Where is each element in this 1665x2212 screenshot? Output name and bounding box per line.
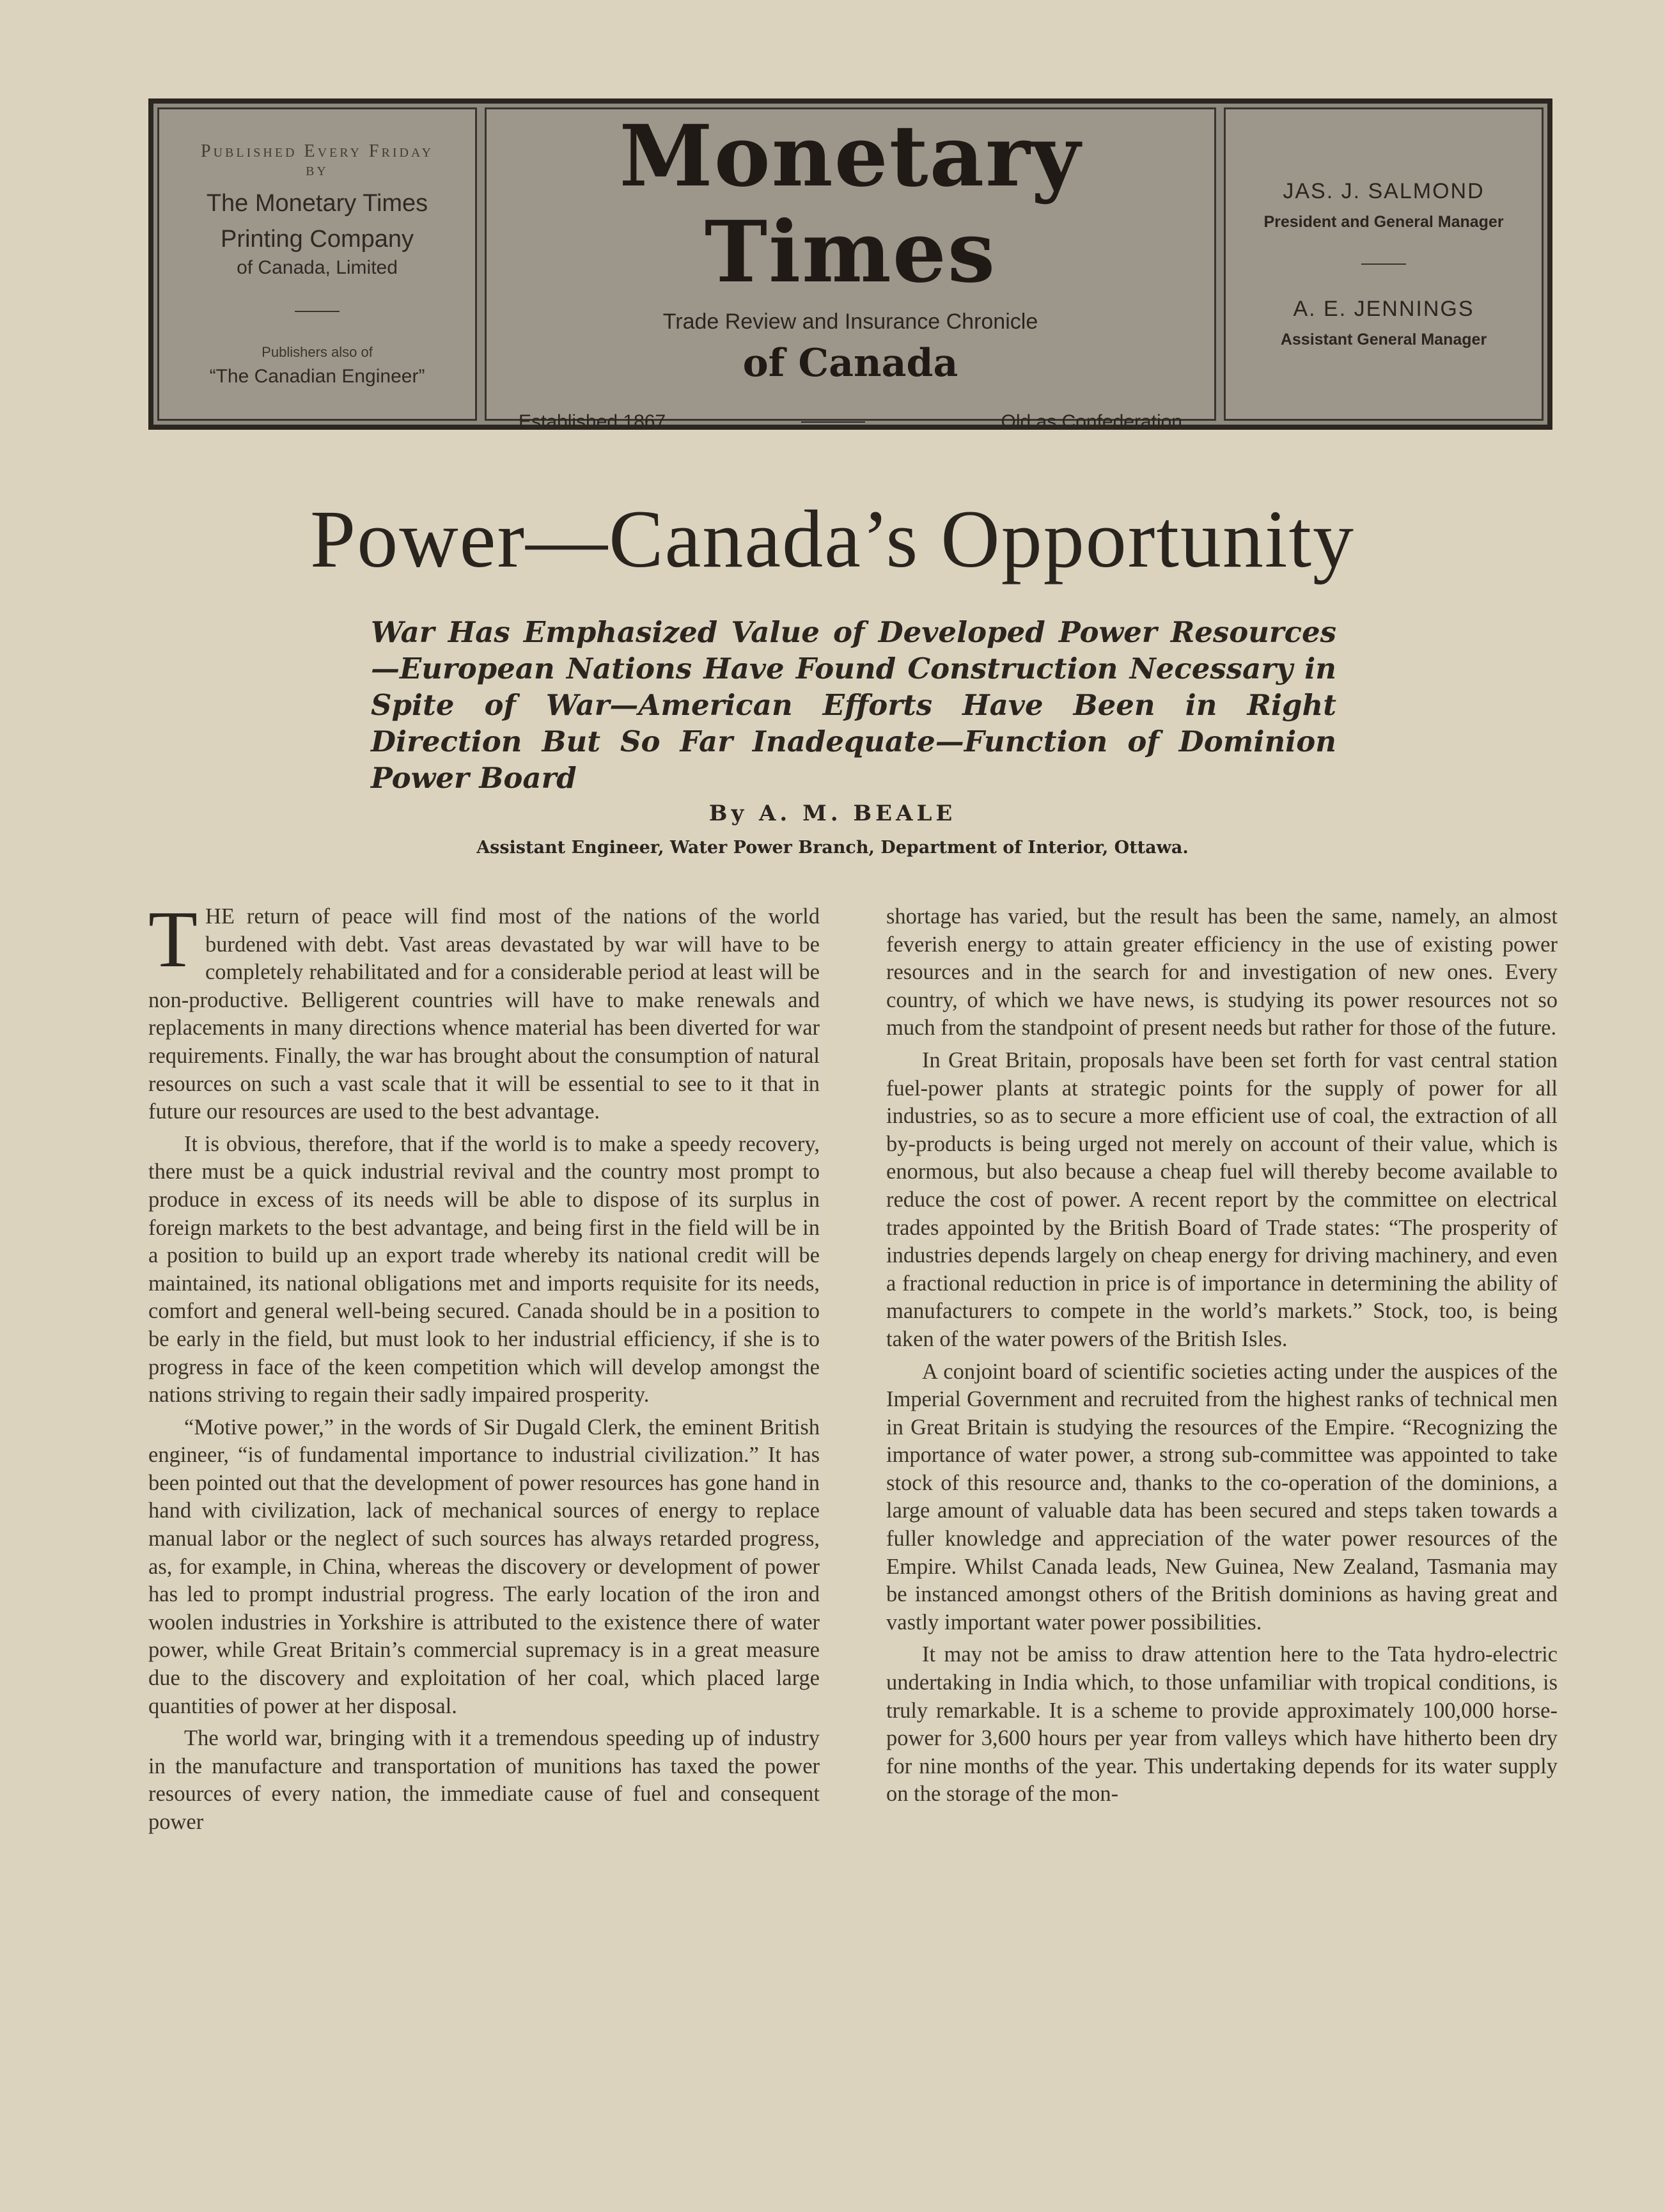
paragraph: The world war, bringing with it a tremendous speeding up of industry in the manufacture and transportation of munitions has taxed the power resources of every nation, the immediate cause of fuel and consequent power [148, 1726, 820, 1834]
paragraph: THE return of peace will find most of the nations of the world burdened with debt. Vast areas devastated by war will have to be completely rehabilitated and for a considerable period at least will be non-productive. Belligerent countries will have to make renewals and replacements in many directions whence material has been diverted for war requirements. Finally, the war has brought about the consumption of natural resources on such a vast scale that it will be essential to see to it that in future our resources are used to the best advantage. [148, 895, 820, 1124]
masthead-officers-panel [1224, 107, 1544, 421]
officer-title-president: President and General Manager [1263, 213, 1504, 231]
publisher-name-line2: Printing Company [220, 225, 414, 253]
paragraph: It may not be amiss to draw attention here to the Tata hydro-electric undertaking in India which, to those unfamiliar with tropical conditions, is truly remarkable. It is a scheme to provide approximately 100,000 horse-power for 3,600 hours per year from valleys which have hitherto been dry for nine months of the year. This undertaking depends for its water supply on the storage of the mon- [886, 1642, 1558, 1807]
left-column [148, 895, 820, 1841]
publisher-name-line1: The Monetary Times [206, 189, 428, 217]
paragraph: shortage has varied, but the result has been the same, namely, an almost feverish energy to attain greater efficiency in the use of existing power resources and in the search for and investigation of new ones. Every country, of which we have news, is studying its power resources not so much from the standpoint of present needs but rather for those of the future. [886, 904, 1558, 1040]
officer-name-assistant: A. E. JENNINGS [1293, 297, 1474, 321]
by-label: BY [306, 164, 329, 178]
publication-title: Monetary Times [619, 106, 1082, 302]
article-title: Power—Canada’s Opportunity [310, 494, 1355, 584]
masthead [148, 98, 1552, 430]
publication-subtitle: Trade Review and Insurance Chronicle [662, 309, 1038, 334]
masthead-footer [487, 411, 1214, 433]
paragraph: It is obvious, therefore, that if the world is to make a speedy recovery, there must be a quick industrial revival and the country most prompt to produce in excess of its needs will be able to dispose of its surplus in foreign markets to the best advantage, and being first in the field will be in a position to build up an export trade whereby its national credit will be maintained, its national obligations met and imports requisite for its needs, comfort and general well-being secured. Canada should be in a position to be early in the field, but must look to her industrial efficiency, if she is to progress in face of the keen competition which will develop amongst the nations striving to regain their sadly impaired prosperity. [148, 1131, 820, 1408]
right-column [886, 903, 1558, 1813]
published-every-friday: Published Every Friday [201, 141, 434, 161]
publication-of-canada: of Canada [742, 340, 958, 386]
publishers-also-of: Publishers also of [262, 343, 373, 360]
separator [801, 421, 865, 423]
publisher-name-line3: of Canada, Limited [237, 256, 398, 278]
paragraph: In Great Britain, proposals have been set forth for vast central station fuel-power plants at strategic points for the supply of power for all industries, so as to secure a more efficient use of coal, the extraction of all by-products is being urged not merely on account of their value, which is enormous, but also because a cheap fuel will thereby become available to reduce the cost of power. A recent report by the committee on electrical trades appointed by the British Board of Trade states: “The prosperity of industries depends largely on cheap energy for driving machinery, and even a fractional reduction in price is of importance in determining the ability of manufacturers to compete in the world’s markets.” Stock, too, is being taken of the water powers of the British Isles. [886, 1047, 1558, 1351]
paragraph: A conjoint board of scientific societies acting under the auspices of the Imperial Government and recruited from the highest ranks of technical men in Great Britain is studying the resources of the Empire. “Recognizing the importance of water power, a strong sub-committee was appointed to take stock of this resource and, thanks to the co-operation of the dominions, a large amount of valuable data has been secured and steps taken towards a fuller knowledge and appreciation of the water power resources of the Empire. Whilst Canada leads, New Guinea, New Zealand, Tasmania may be instanced amongst others of the British dominions as having great and vastly important water power possibilities. [886, 1359, 1558, 1635]
separator [1361, 263, 1406, 265]
article-byline: By A. M. BEALE [708, 801, 957, 826]
established-year: Established 1867 [519, 411, 666, 432]
author-affiliation: Assistant Engineer, Water Power Branch, Department of Interior, Ottawa. [476, 838, 1189, 858]
paragraph: “Motive power,” in the words of Sir Dugald Clerk, the eminent British engineer, “is of fundamental importance to industrial civilization.” It has been pointed out that the development of power resources has gone hand in hand with civilization, lack of mechanical sources of energy to replace manual labor or the neglect of such sources has always retarded progress, as, for example, in China, whereas the discovery or development of power has led to prompt industrial progress. The early location of the iron and woolen industries in Yorkshire is attributed to the existence there of water power, while Great Britain’s commercial supremacy is in a great measure due to the discovery and exploitation of her coal, which placed large quantities of power at her disposal. [148, 1415, 820, 1718]
masthead-title-panel [485, 106, 1216, 432]
article-deck: War Has Emphasized Value of Developed Power Resources —European Nations Have Found Construction Necessary in Spite of War—American Efforts Have Been in Right Direction But So Far Inadequate—Function of Dominion Power Board [371, 615, 1336, 795]
canadian-engineer-title: “The Canadian Engineer” [209, 365, 425, 387]
separator [295, 311, 340, 312]
officer-name-president: JAS. J. SALMOND [1283, 179, 1485, 203]
officer-title-assistant: Assistant General Manager [1280, 331, 1487, 349]
old-as-confederation: Old as Confederation [1001, 411, 1182, 432]
drop-cap: T [148, 895, 198, 984]
masthead-publisher-panel [157, 107, 477, 421]
